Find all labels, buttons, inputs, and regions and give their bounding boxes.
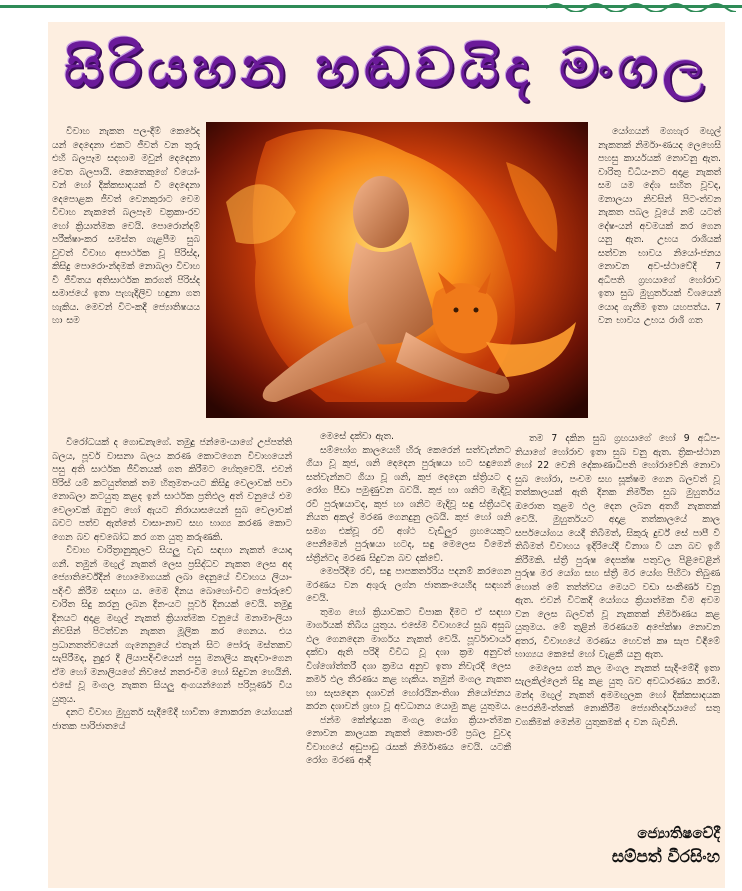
paragraph: සම්භෝග කාලයෙහි හිරු කෙරෙන් සත්වැන්නට ගියා වූ කුජ, ශනි දෙදෙන පුරුෂයා හට සඳුගෙන් සත්වැන්නට ගියා වූ ශනි, කුජ දෙදෙන ස්ත්‍රියට ද රෝග පීඩා පමුණුවන බවයි. කුජ හා ශනිට මැදිවූ රවි පුරුෂයාටද, කුජ හා ශනිට මැදිවූ සඳු ස්ත්‍රීයටද නියත අකල් මරණ ගෙනදුනු ලබයි. කුජ හෝ ශනි සමග එක්වූ රවි අශ්ථ වැඩිලුර ග්‍රහයෙකුට පෙනීමෙන් පුරුෂයා හටද, සඳු මෙලෙස වීමෙන් ස්ත්‍රීන්ටද මරණ සිදුවන බව දක්වේ.	[306, 444, 511, 564]
column-right	[598, 125, 721, 328]
paragraph: මෙපරිදිම රවි, සඳු පාපකර්තරිය පදනම් කරගෙන මරණය වන අශුරු ලග්න ජාතක-යෙහිද සඳහන් වෙයි.	[306, 566, 511, 604]
paragraph: තුමග හෝ ක්‍රියාවකට විපාක දීමට ඒ සඳහා මාර්ගයක් තිබිය යුතුය. එසේම විවාහයේ සුබ අසුබ ඵල ගෙනදෙන මාර්ගය නැකත් වෙයි. පූර්වාචාර්ය දක්වා ඇති පරිදි විවිධ වූ දශා ක්‍රම අනුවත් විශ්ශෝත්තරී දශා ක්‍රමය අනුව ඉතා නිවැරදි ලෙස කර්ම ඵල තීරණය කළ හැකිය. තමුන් මංගල නැකත හා සැසඳෙන දශාවන් හෝරයින-තිශා නියෝජනය කරන දශාවන් ශ්‍රභා වූ අවධානය යොමු කළ යුතුමය.	[306, 606, 511, 712]
column-bottom-right	[515, 432, 720, 729]
paragraph: දනට විවාහ මුහුර්ත සැදීමේදී භාවිතා නොකරන යෝගයක් ජාතක පාරිජාතයේ	[52, 707, 292, 732]
fire-woman-fox-illustration	[206, 122, 588, 418]
decorative-wave-border	[546, 0, 736, 12]
column-bottom-left	[52, 436, 292, 733]
author-title: ජ්‍යොතිෂවේදී	[637, 824, 720, 842]
author-byline	[560, 822, 720, 870]
paragraph: තම 7 දකින සුබ ග්‍රහයාගේ හෝ 9 අධිප-තියාගේ හෝරාව ඉතා සුබ වනු ඇත. ත්‍රික-ස්ථාන හෝ 22 වෙනි දේකාණාධිපති හෝරාවේනි නොවා සුබ හෝරා, පංචම සහ සූක්ෂම ගෙන බලවත් වූ තත්කාලයක් ඇති දිනක නිර්මිත සුබ මුහුර්තය ඔරොත තුළම ඵල දෙන ලබන අතගී නැකතක් වෙයි. මුහුර්තයට අදාළ තත්කාලයේ කාල සර්පයෝගය යෙදී තිබීමත්, සිකුරු දුර්ව් සේ පාපී වී තිබීමත් විවාහය ඉදිරියේදී විනාශ වී යන බව ඉගී කිරීමකි. ස්ත්‍රී පුරුෂ දෙපක්ෂ පතුවල පිළිවෙළින් පුරුෂ මර යෝග සහ ස්ත්‍රී මර යෝග පිහිටා තිබුණ හොත් මේ තත්ත්වය මෙයට වඩා සංකීර්ණ වනු ඇත. එවන් විටකදී යෝගය ක්‍රියාත්මක වීම අවම වන ලෙස බලවත් වූ නැකතක් නිර්මාණය කළ යුතුමය. මේ තුළින් මරණයම අපේක්ෂා නොවන අතර, විවාහයේ මරණය හෙවත් කෘ සැප විඳීමේ භාග්‍යය කෙසේ හෝ වැළකී යනු ඇත.	[515, 433, 720, 660]
author-name: සම්පත් වීරසිංහ	[611, 847, 720, 867]
paragraph: මෙසේ දක්වා ඇත.	[320, 431, 394, 442]
paragraph: විවාහ චාරිත්‍රානුකූලව සියලු වැඩ සඳහා නැකත් යොදා ගනී. තමුන් මඟුල් නැකත් ලෙස ප්‍රසිද්ධව නැකත ලෙස අද ජ්‍යොතිර්වේදීන් හොමොගයක් ලබා දෙනුයේ විවාහය ලියා-පදිංචි කිරීම සඳහා ය. මෙම දිනය බොහෝ-විට පෝරුවේ චාරිත සිදු කරනු ලබන දින-යට පූර්ව දිනයක් වෙයි. තමුදු දිනයට අදාළ මඟුල් නැකත් ක්‍රියාත්මක වනුයේ මනාමා-ලියා නිවසින් පිටත්වන නැකත මූලික කර ගෙනය. එය ප්‍රධානතත්වයෙන් ගැනෙනුයේ එතැන් සිට පෝරු මස්තකව සැපිරීමද, නුදුර දී ලියාපදිංචියෙන් පසු මනාලිය කැඳවා-ගෙන ඒම හෝ මනාලියගේ නිවසේ නතර-වීම හෝ සිදුවන හෙයිනි. එසේ වූ මංගල නැකත සියලු අංගයන්ගෙන් පරිපූර්ණ විය යුතුය.	[52, 545, 292, 705]
article-headline: සිරියහන හඬවයිද මංගල	[64, 36, 710, 99]
paragraph: විවාහ නැකත පල-දීම් කෙරේද යන් දෙදෙනා එකට ජීවත් වන තුරු එහි බලපෑම සදහාම මවුන් දෙදෙනා වෙත බලපායි. කෙතෙකුගේ ව්යෝ-වන් හෝ දික්කසාදයක් වී දෙදෙනා දෙපොළක ජීවත් වෙනකුරාට වෙම විවාහ නැකතේ බලපෑම වක්‍රකා-රව හෝ ක්‍රියාත්මක වෙයි. පොරොන්දම් පරීක්ෂා-කර සමස්ත ගැළපීම සුබ වුවත් විවාහ අපාර්ථක වූ පිරිස්ද, කිසිදු පොරො-න්දමක් නොබලා විවාහ වී ජීවිතය අතිසාර්ථක කරගත් පිරිස්ද සමාජයේ ඉතා පැහැදිලිව හඳුනා ගත හැකිය. මෙවන් විට-කදී ජ්‍යොතිෂයය හා සම	[52, 126, 200, 326]
paragraph: ජන්ම කේන්ද්‍රයක මංගල යෝග ක්‍රියා-ත්මක නොවන කාලයක නැකත් කොත-රම් ප්‍රබල වුවද විවාහයේ අඩුපාඩු රැසක් නිර්මාණය වෙයි. යටකී රෝග මරණ ආදී	[306, 714, 511, 766]
paragraph: විරෝධයක් ද ගොඩනැගේ. තමුදු ජන්මෙ-යාගේ උප්පත්ති බලය, පූර්ව වාසනා බලය කරණ කොටගෙන විවාහයෙන් පසු අති සාර්ථක ජීවිතයක් ගත කිරීමට හේතුවෙයි. එවන් පිරිස් යම් කටයුත්තක් තම හිතුමත-යට කිසිදු වෙලාවක් පවා නොබලා කටයුතු කළද ඉන් සාර්ථක ප්‍රතිඵල අත් වනුයේ එම වෙලාවක් ඔනුට හෝ ඇයට නිරායාසයෙන් සුබ වෙලාවක් බවට පත්ව ඇත්තේ වාසා-නාව සහ භාග්‍ය කරණ කොට ගෙන බව අවබෝධ කර ගත යුතු කරුණකි.	[52, 437, 292, 543]
paragraph: යෝගයන් මගහැර මඟුල් නැකතක් නිර්මා-ණයද ලෙහෙසි පහසු කාර්යයක් නොවනු ඇත. වාරිතු විධිය-නට අදාළ නැකත් සම යම දේශ සහිත වූවද, මනාලයා නිවසින් පිට-ත්වන නැකත පබල වූයේ නම් යටත් දේෂ-යන් අවමයක් කර ගෙන යනු ඇත. උභය රාශියක් සත්වන භාවය නියෝ-ජනය නොවන අව-ස්ථාවේදී 7 අධිපති ග්‍රහයාගේ හෝරාව ඉතා සුබ මුහුර්තයක් විශයෙන් යොද ගැනීම ඉතා යහපත්ය. 7 වන භාවය උභය රාශි ගත	[598, 126, 721, 326]
column-left	[52, 125, 200, 328]
paragraph: මෙලෙස ගත් කල මංගල නැකත් සැදී-මේදී ඉතා සැලකිල්ලෙන් සිදු කළ යුතු බව අවධාරණය කරමි. මන්ද මඟුල් නැකත් අමමඟුලක හෝ දික්කසාදයක පෙරනිමි-ත්තක් නොකිරීම ජ්‍යොතිර්ඥයාගේ සතු වගකීමක් මෙන්ම යුතුකමක් ද වන බැවිනි.	[515, 662, 720, 728]
column-bottom-middle	[306, 430, 511, 768]
